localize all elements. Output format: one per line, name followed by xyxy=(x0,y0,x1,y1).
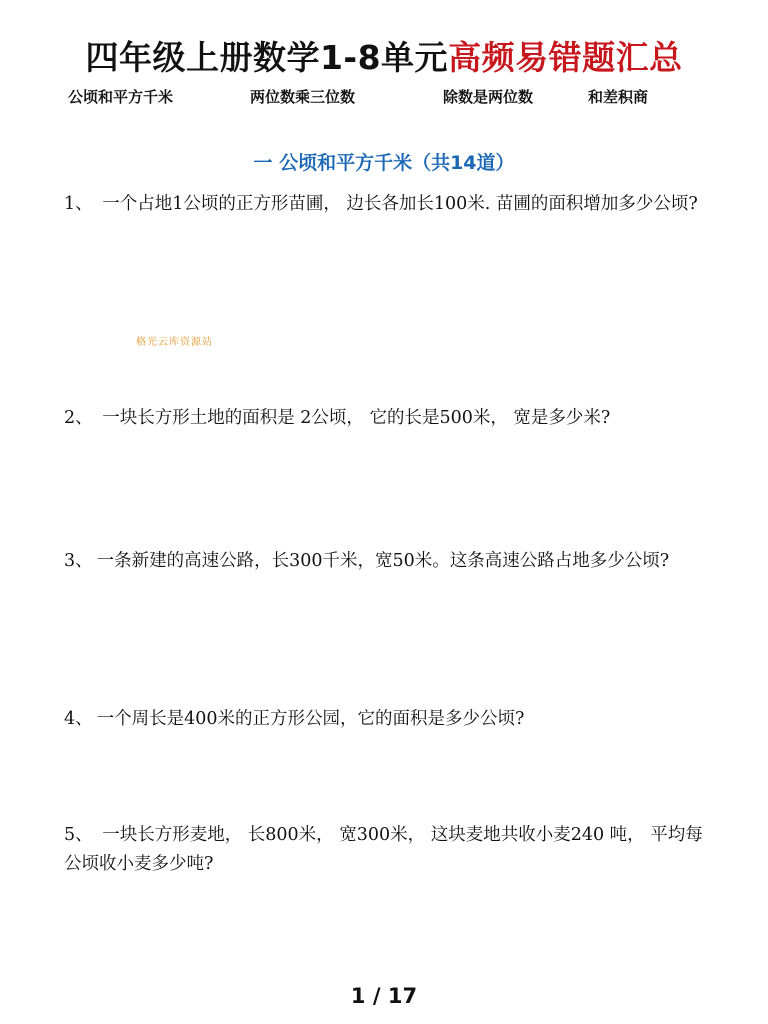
title-black-part: 四年级上册数学1-8单元 xyxy=(85,38,449,77)
page-number: 1 / 17 xyxy=(350,984,418,1008)
question-item xyxy=(64,547,704,576)
question-number: 3、 xyxy=(64,551,93,571)
topic-list xyxy=(0,86,768,110)
question-item xyxy=(64,404,704,433)
topic-item: 两位数乘三位数 xyxy=(250,88,356,106)
question-item xyxy=(64,705,704,734)
topic-item: 除数是两位数 xyxy=(443,88,534,106)
section-heading: 一 公顷和平方千米（共14道） xyxy=(253,152,515,174)
question-number: 2、 xyxy=(64,408,93,428)
question-text: 一块长方形麦地， 长800米， 宽300米， 这块麦地共收小麦240 吨， 平均每公顷收小麦多少吨? xyxy=(64,825,703,874)
question-number: 1、 xyxy=(64,194,93,214)
topic-item: 和差积商 xyxy=(588,88,649,106)
watermark: 格光云库资源站 xyxy=(136,337,213,348)
question-text: 一个周长是400米的正方形公园，它的面积是多少公顷? xyxy=(96,709,525,729)
question-item xyxy=(64,190,704,219)
question-text: 一个占地1公顷的正方形苗圃， 边长各加长100米. 苗圃的面积增加多少公顷? xyxy=(96,194,698,214)
question-number: 4、 xyxy=(64,709,93,729)
question-text: 一条新建的高速公路，长300千米，宽50米。这条高速公路占地多少公顷? xyxy=(96,551,670,571)
topic-item: 公顷和平方千米 xyxy=(68,88,174,106)
question-number: 5、 xyxy=(64,825,93,845)
question-text: 一块长方形土地的面积是 2公顷， 它的长是500米， 宽是多少米? xyxy=(96,408,611,428)
document-title xyxy=(0,32,768,79)
question-item xyxy=(64,821,704,879)
title-red-part: 高频易错题汇总 xyxy=(448,38,683,77)
